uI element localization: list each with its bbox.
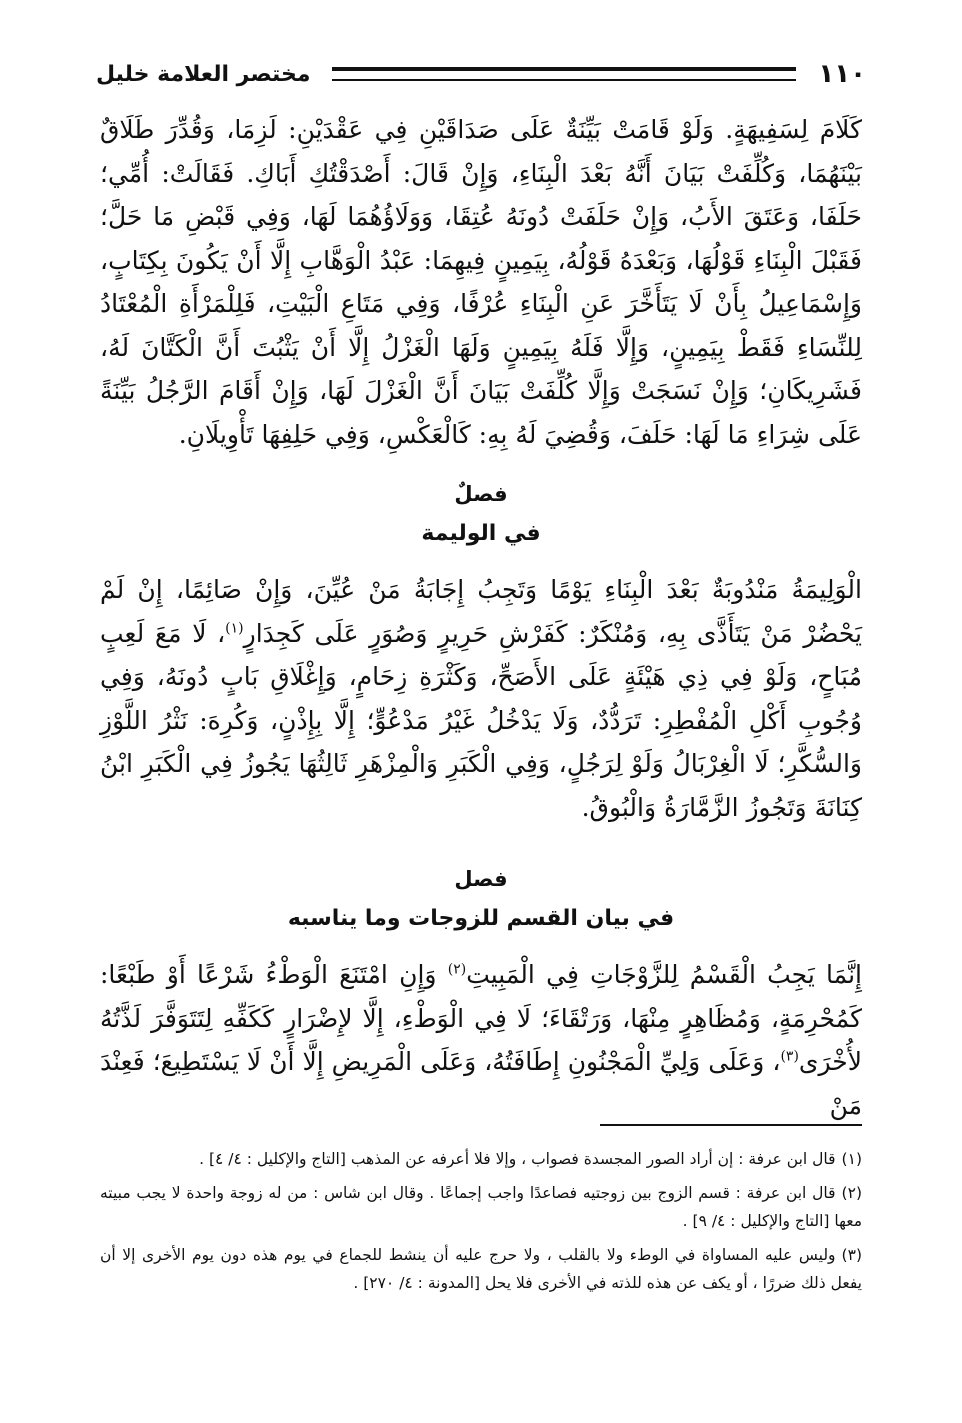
footnote-number: (٣): [841, 1246, 862, 1264]
main-text: [100, 108, 862, 1127]
header-rule: [332, 67, 796, 81]
section-label-walima: فصلٌ: [454, 482, 508, 506]
footnotes: [100, 1145, 862, 1303]
footnote-number: (٢): [841, 1184, 862, 1202]
footnote-ref-3[interactable]: (٣): [780, 1048, 799, 1065]
paragraph-qasm: [100, 953, 862, 1127]
qasm-text-part1: إِنَّمَا يَجِبُ الْقَسْمُ لِلزَّوْجَاتِ فِي الْمَبِيتِ: [466, 960, 862, 989]
page-number: ١١٠: [818, 59, 866, 89]
page-header: [96, 52, 866, 96]
running-title: مختصر العلامة خليل: [96, 61, 311, 87]
footnote-number: (١): [841, 1150, 862, 1168]
footnote-3: [100, 1241, 862, 1297]
qasm-text-part3: ، وَعَلَى وَلِيِّ الْمَجْنُونِ إِطَافَتُهُ، وَعَلَى الْمَرِيضِ إِلَّا أَنْ لَا يَسْتَطِيعَ؛ فَعِنْدَ مَنْ: [100, 1047, 862, 1120]
paragraph-continued: كَلَامَ لِسَفِيهَةٍ. وَلَوْ قَامَتْ بَيِّنَةٌ عَلَى صَدَاقَيْنِ فِي عَقْدَيْنِ: لَزِمَا، وَقُدِّرَ طَلَاقٌ بَيْنَهُمَا، وَكُلِّفَتْ بَيَانَ أَنَّهُ بَعْدَ الْبِنَاءِ، وَإِنْ قَالَ: أَصْدَقْتُكِ أَبَاكِ. فَقَالَتْ: أُمِّي؛ حَلَفَا، وَعَتَقَ الأَبُ، وَإِنْ حَلَفَتْ دُونَهُ عُتِقَا، وَوَلَاؤُهُمَا لَهَا، وَفِي قَبْضِ مَا حَلَّ؛ فَقَبْلَ الْبِنَاءِ قَوْلُهَا، وَبَعْدَهُ قَوْلُهُ، بِيَمِينٍ فِيهِمَا: عَبْدُ الْوَهَّابِ إِلَّا أَنْ يَكُونَ بِكِتَابٍ، وَإِسْمَاعِيلُ بِأَنْ لَا يَتَأَخَّرَ عَنِ الْبِنَاءِ عُرْفًا، وَفِي مَتَاعِ الْبَيْتِ، فَلِلْمَرْأَةِ الْمُعْتَادُ لِلنِّسَاءِ فَقَطْ بِيَمِينٍ، وَإِلَّا فَلَهُ بِيَمِينٍ وَلَهَا الْغَزْلُ إِلَّا أَنْ يَثْبُتَ أَنَّ الْكَتَّانَ لَهُ، فَشَرِيكَانِ؛ وَإِنْ نَسَجَتْ وَإِلَّا كُلِّفَتْ بَيَانَ أَنَّ الْغَزْلَ لَهَا، وَإِنْ أَقَامَ الرَّجُلُ بَيِّنَةً عَلَى شِرَاءِ مَا لَهَا: حَلَفَ، وَقُضِيَ لَهُ بِهِ: كَالْعَكْسِ، وَفِي حَلِفِهَا تَأْوِيلَانِ.: [100, 115, 862, 449]
footnote-text: قال ابن عرفة : قسم الزوج بين زوجتيه فصاعدًا واجب إجماعًا . وقال ابن شاس : من له زوجة واحدة لا يجب مبيته معها [التاج والإكليل : ٤/ ٩] .: [100, 1184, 862, 1230]
footnote-1: [100, 1145, 862, 1173]
section-title-walima: في الوليمة: [421, 521, 541, 546]
footnote-ref-1[interactable]: (١): [225, 620, 244, 637]
qasm-text-part2: وَإِنِ امْتَنَعَ الْوَطْءُ شَرْعًا أَوْ طَبْعًا: كَمُحْرِمَةٍ، وَمُظَاهِرٍ مِنْهَا، وَرَتْقَاءَ؛ لَا فِي الْوَطْءِ، إِلَّا لإِضْرَارٍ كَكَفِّهِ لِتَتَوَفَّرَ لَذَّتُهُ لأُخْرَى: [100, 960, 862, 1076]
footnote-2: [100, 1179, 862, 1235]
footnote-separator: [600, 1124, 862, 1126]
section-title-qasm: في بيان القسم للزوجات وما يناسبه: [287, 906, 675, 931]
footnote-ref-2[interactable]: (٢): [447, 961, 467, 978]
section-label-qasm: فصل: [454, 867, 508, 891]
walima-text-part1: الْوَلِيمَةُ مَنْدُوبَةٌ بَعْدَ الْبِنَاءِ يَوْمًا وَتَجِبُ إِجَابَةُ مَنْ عُيِّنَ، وَإِنْ صَائِمًا، إِنْ لَمْ يَحْضُرْ مَنْ يَتَأَذَّى بِهِ، وَمُنْكَرٌ: كَفَرْشِ حَرِيرٍ وَصُوَرٍ عَلَى كَجِدَارٍ: [100, 575, 863, 648]
footnote-text: قال ابن عرفة : إن أراد الصور المجسدة فصواب ، وإلا فلا أعرفه عن المذهب [التاج والإكليل : ٤/ ٤] .: [199, 1150, 836, 1168]
walima-text-part2: ، لَا مَعَ لَعِبٍ مُبَاحٍ، وَلَوْ فِي ذِي هَيْئَةٍ عَلَى الأَصَحِّ، وَكَثْرَةِ زِحَامٍ، وَإِغْلَاقِ بَابٍ دُونَهُ، وَفِي وُجُوبِ أَكْلِ الْمُفْطِرِ: تَرَدُّدٌ، وَلَا يَدْخُلُ غَيْرُ مَدْعُوٍّ؛ إِلَّا بِإِذْنٍ، وَكُرِهَ: نَثْرُ اللَّوْزِ وَالسُّكَّرِ؛ لَا الْغِرْبَالُ وَلَوْ لِرَجُلٍ، وَفِي الْكَبَرِ وَالْمِزْهَرِ ثَالِثُهَا يَجُوزُ فِي الْكَبَرِ ابْنُ كِنَانَةَ وَتَجُوزُ الزَّمَّارَةُ وَالْبُوقُ.: [100, 618, 862, 822]
footnote-text: وليس عليه المساواة في الوطء ولا بالقلب ، ولا حرج عليه أن ينشط للجماع في يوم هذه دون يوم الأخرى إلا أن يفعل ذلك ضررًا ، أو يكف عن هذه للذته في الأخرى فلا يحل [المدونة : ٤/ ٢٧٠] .: [100, 1246, 862, 1292]
paragraph-walima: [100, 568, 862, 829]
